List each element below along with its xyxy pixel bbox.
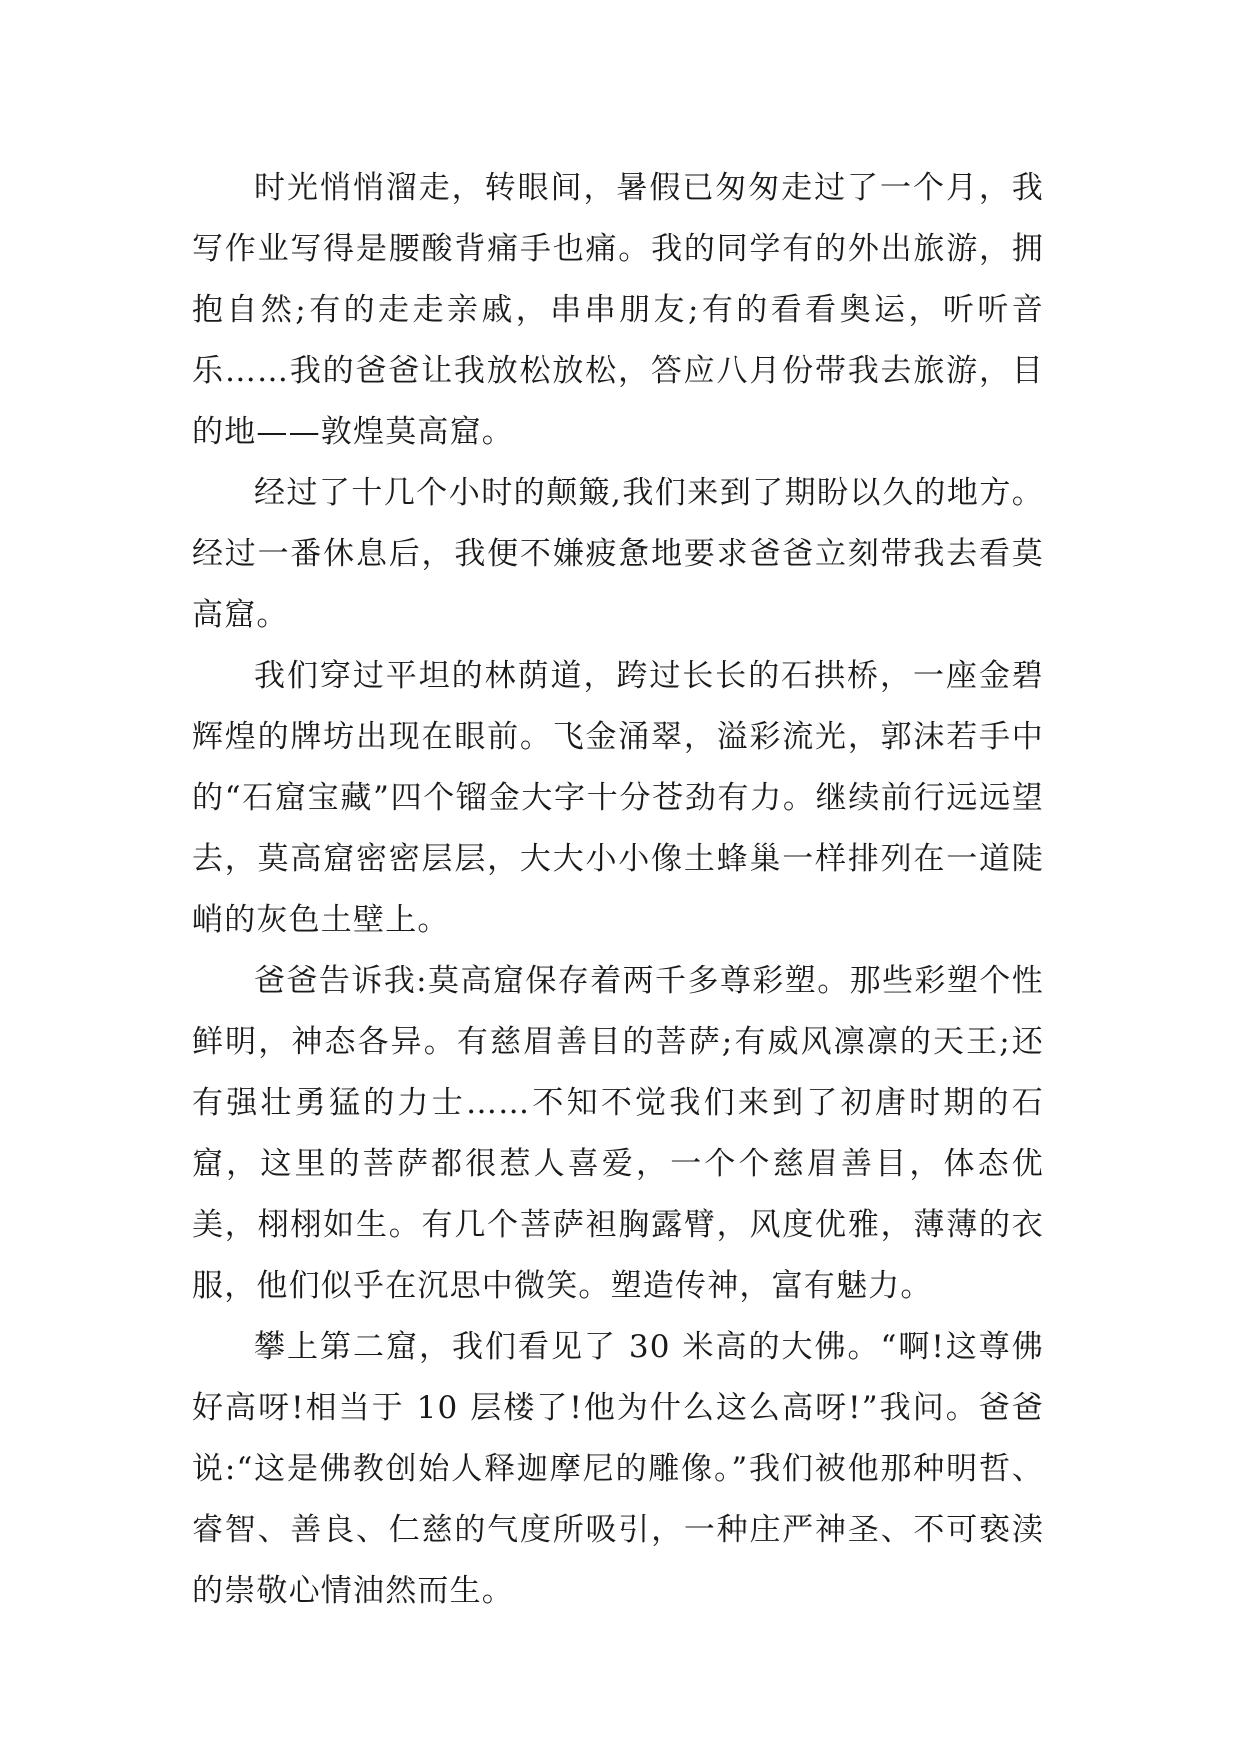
paragraph-3: 我们穿过平坦的林荫道，跨过长长的石拱桥，一座金碧辉煌的牌坊出现在眼前。飞金涌翠，溢彩流光，郭沫若手中的“石窟宝藏”四个镏金大字十分苍劲有力。继续前行远远望去，莫高窟密密层层，大大小小像土蜂巢一样排列在一道陡峭的灰色土壁上。 <box>192 658 1044 938</box>
essay-body <box>192 158 1044 1622</box>
paragraph-1: 时光悄悄溜走，转眼间，暑假已匆匆走过了一个月，我写作业写得是腰酸背痛手也痛。我的同学有的外出旅游，拥抱自然;有的走走亲戚，串串朋友;有的看看奥运，听听音乐……我的爸爸让我放松放松，答应八月份带我去旅游，目的地——敦煌莫高窟。 <box>192 170 1044 450</box>
paragraph-4: 爸爸告诉我:莫高窟保存着两千多尊彩塑。那些彩塑个性鲜明，神态各异。有慈眉善目的菩萨;有威风凛凛的天王;还有强壮勇猛的力士……不知不觉我们来到了初唐时期的石窟，这里的菩萨都很惹人喜爱，一个个慈眉善目，体态优美，栩栩如生。有几个菩萨袒胸露臂，风度优雅，薄薄的衣服，他们似乎在沉思中微笑。塑造传神，富有魅力。 <box>192 963 1044 1304</box>
paragraph-2: 经过了十几个小时的颠簸,我们来到了期盼以久的地方。经过一番休息后，我便不嫌疲惫地要求爸爸立刻带我去看莫高窟。 <box>192 475 1044 633</box>
paragraph-5: 攀上第二窟，我们看见了 30 米高的大佛。“啊!这尊佛好高呀!相当于 10 层楼了!他为什么这么高呀!”我问。爸爸说:“这是佛教创始人释迦摩尼的雕像。”我们被他那种明哲、睿智、善良、仁慈的气度所吸引，一种庄严神圣、不可亵渎的崇敬心情油然而生。 <box>192 1329 1044 1609</box>
